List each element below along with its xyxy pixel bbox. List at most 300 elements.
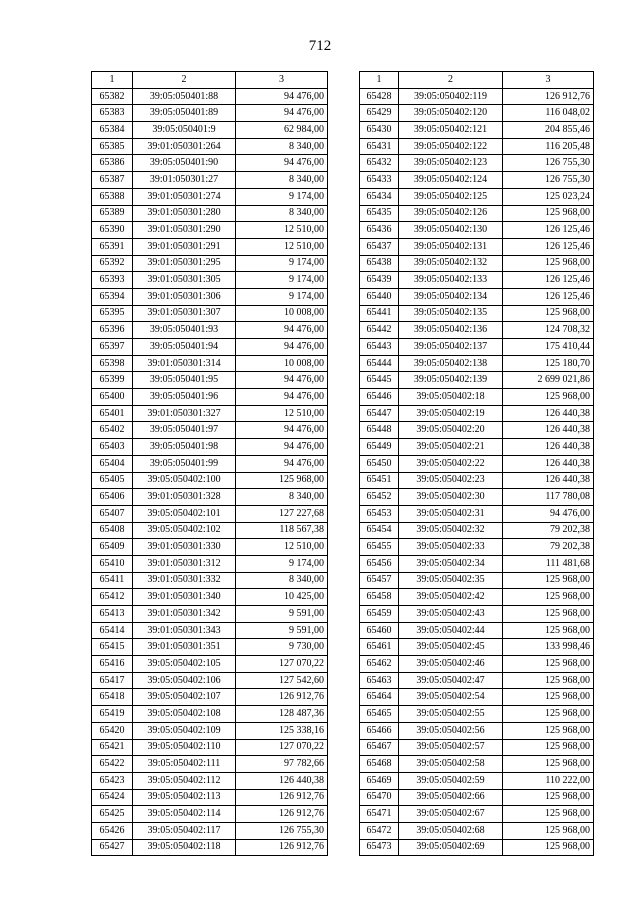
cadastral-number-cell: 39:05:050402:123 — [399, 155, 503, 172]
table-row — [360, 439, 594, 456]
row-number-cell: 65432 — [360, 155, 399, 172]
table-row — [360, 422, 594, 439]
table-left — [91, 71, 328, 856]
table-row — [360, 606, 594, 623]
row-number-cell: 65421 — [92, 739, 133, 756]
cadastral-number-cell: 39:05:050402:102 — [133, 522, 236, 539]
cadastral-number-cell: 39:01:050301:312 — [133, 555, 236, 572]
header-col-3: 3 — [503, 72, 594, 89]
value-cell: 126 912,76 — [236, 806, 328, 823]
value-cell: 126 912,76 — [236, 839, 328, 856]
table-row — [92, 722, 328, 739]
table-row — [360, 288, 594, 305]
row-number-cell: 65470 — [360, 789, 399, 806]
row-number-cell: 65468 — [360, 756, 399, 773]
value-cell: 12 510,00 — [236, 222, 328, 239]
value-cell: 125 968,00 — [503, 722, 594, 739]
cadastral-number-cell: 39:01:050301:340 — [133, 589, 236, 606]
value-cell: 8 340,00 — [236, 572, 328, 589]
row-number-cell: 65402 — [92, 422, 133, 439]
cadastral-number-cell: 39:05:050402:19 — [399, 405, 503, 422]
cadastral-number-cell: 39:05:050402:54 — [399, 689, 503, 706]
cadastral-number-cell: 39:05:050402:126 — [399, 205, 503, 222]
value-cell: 126 912,76 — [236, 789, 328, 806]
table-row — [360, 305, 594, 322]
table-row — [92, 105, 328, 122]
cadastral-number-cell: 39:05:050402:118 — [133, 839, 236, 856]
value-cell: 94 476,00 — [236, 422, 328, 439]
cadastral-number-cell: 39:05:050402:69 — [399, 839, 503, 856]
value-cell: 125 968,00 — [236, 472, 328, 489]
cadastral-number-cell: 39:01:050301:280 — [133, 205, 236, 222]
cadastral-number-cell: 39:01:050301:343 — [133, 622, 236, 639]
value-cell: 125 968,00 — [503, 822, 594, 839]
table-row — [92, 339, 328, 356]
table-body-left — [92, 88, 328, 856]
value-cell: 125 968,00 — [503, 672, 594, 689]
row-number-cell: 65438 — [360, 255, 399, 272]
value-cell: 128 487,36 — [236, 706, 328, 723]
cadastral-number-cell: 39:05:050401:99 — [133, 455, 236, 472]
table-row — [92, 672, 328, 689]
cadastral-number-cell: 39:05:050402:134 — [399, 288, 503, 305]
value-cell: 9 174,00 — [236, 288, 328, 305]
value-cell: 94 476,00 — [236, 372, 328, 389]
table-row — [360, 522, 594, 539]
header-col-2: 2 — [133, 72, 236, 89]
row-number-cell: 65446 — [360, 389, 399, 406]
value-cell: 116 048,02 — [503, 105, 594, 122]
value-cell: 9 174,00 — [236, 555, 328, 572]
value-cell: 9 591,00 — [236, 622, 328, 639]
table-row — [360, 222, 594, 239]
cadastral-number-cell: 39:05:050402:20 — [399, 422, 503, 439]
row-number-cell: 65464 — [360, 689, 399, 706]
cadastral-number-cell: 39:05:050402:109 — [133, 722, 236, 739]
header-row — [360, 72, 594, 89]
table-row — [360, 172, 594, 189]
table-row — [92, 222, 328, 239]
value-cell: 94 476,00 — [236, 322, 328, 339]
row-number-cell: 65393 — [92, 272, 133, 289]
row-number-cell: 65433 — [360, 172, 399, 189]
table-row — [360, 822, 594, 839]
value-cell: 9 174,00 — [236, 272, 328, 289]
row-number-cell: 65462 — [360, 656, 399, 673]
cadastral-number-cell: 39:05:050402:59 — [399, 772, 503, 789]
table-row — [360, 806, 594, 823]
cadastral-number-cell: 39:05:050401:98 — [133, 439, 236, 456]
row-number-cell: 65395 — [92, 305, 133, 322]
value-cell: 204 855,46 — [503, 122, 594, 139]
row-number-cell: 65448 — [360, 422, 399, 439]
cadastral-number-cell: 39:05:050402:32 — [399, 522, 503, 539]
cadastral-number-cell: 39:01:050301:27 — [133, 172, 236, 189]
cadastral-number-cell: 39:05:050402:45 — [399, 639, 503, 656]
row-number-cell: 65454 — [360, 522, 399, 539]
cadastral-number-cell: 39:05:050402:33 — [399, 539, 503, 556]
value-cell: 125 968,00 — [503, 589, 594, 606]
cadastral-number-cell: 39:05:050402:130 — [399, 222, 503, 239]
cadastral-number-cell: 39:01:050301:327 — [133, 405, 236, 422]
value-cell: 117 780,08 — [503, 489, 594, 506]
value-cell: 126 912,76 — [236, 689, 328, 706]
cadastral-number-cell: 39:05:050402:139 — [399, 372, 503, 389]
row-number-cell: 65453 — [360, 505, 399, 522]
row-number-cell: 65420 — [92, 722, 133, 739]
value-cell: 125 968,00 — [503, 622, 594, 639]
row-number-cell: 65407 — [92, 505, 133, 522]
table-row — [360, 472, 594, 489]
table-row — [92, 138, 328, 155]
value-cell: 126 125,46 — [503, 222, 594, 239]
value-cell: 126 125,46 — [503, 272, 594, 289]
cadastral-number-cell: 39:01:050301:332 — [133, 572, 236, 589]
value-cell: 125 968,00 — [503, 689, 594, 706]
cadastral-number-cell: 39:05:050402:22 — [399, 455, 503, 472]
cadastral-number-cell: 39:01:050301:290 — [133, 222, 236, 239]
cadastral-number-cell: 39:05:050402:112 — [133, 772, 236, 789]
value-cell: 8 340,00 — [236, 172, 328, 189]
value-cell: 126 755,30 — [503, 172, 594, 189]
row-number-cell: 65459 — [360, 606, 399, 623]
row-number-cell: 65386 — [92, 155, 133, 172]
cadastral-number-cell: 39:05:050401:89 — [133, 105, 236, 122]
row-number-cell: 65425 — [92, 806, 133, 823]
row-number-cell: 65427 — [92, 839, 133, 856]
table-row — [92, 238, 328, 255]
row-number-cell: 65465 — [360, 706, 399, 723]
table-row — [360, 672, 594, 689]
table-row — [360, 122, 594, 139]
cadastral-number-cell: 39:05:050402:107 — [133, 689, 236, 706]
row-number-cell: 65436 — [360, 222, 399, 239]
value-cell: 94 476,00 — [236, 455, 328, 472]
cadastral-number-cell: 39:05:050402:18 — [399, 389, 503, 406]
value-cell: 9 730,00 — [236, 639, 328, 656]
row-number-cell: 65467 — [360, 739, 399, 756]
value-cell: 110 222,00 — [503, 772, 594, 789]
value-cell: 94 476,00 — [236, 88, 328, 105]
value-cell: 125 338,16 — [236, 722, 328, 739]
table-row — [92, 572, 328, 589]
row-number-cell: 65396 — [92, 322, 133, 339]
table-right — [359, 71, 594, 856]
row-number-cell: 65472 — [360, 822, 399, 839]
table-row — [360, 389, 594, 406]
value-cell: 9 174,00 — [236, 255, 328, 272]
table-row — [360, 272, 594, 289]
cadastral-number-cell: 39:05:050402:30 — [399, 489, 503, 506]
row-number-cell: 65450 — [360, 455, 399, 472]
table-row — [92, 122, 328, 139]
row-number-cell: 65397 — [92, 339, 133, 356]
table-row — [360, 722, 594, 739]
value-cell: 111 481,68 — [503, 555, 594, 572]
row-number-cell: 65429 — [360, 105, 399, 122]
value-cell: 127 070,22 — [236, 656, 328, 673]
table-row — [360, 372, 594, 389]
value-cell: 175 410,44 — [503, 339, 594, 356]
cadastral-number-cell: 39:05:050402:46 — [399, 656, 503, 673]
value-cell: 126 440,38 — [236, 772, 328, 789]
value-cell: 94 476,00 — [236, 105, 328, 122]
table-row — [360, 205, 594, 222]
value-cell: 94 476,00 — [236, 389, 328, 406]
cadastral-number-cell: 39:01:050301:295 — [133, 255, 236, 272]
value-cell: 125 968,00 — [503, 789, 594, 806]
value-cell: 126 125,46 — [503, 238, 594, 255]
value-cell: 8 340,00 — [236, 489, 328, 506]
table-row — [92, 739, 328, 756]
table-row — [92, 555, 328, 572]
row-number-cell: 65444 — [360, 355, 399, 372]
row-number-cell: 65451 — [360, 472, 399, 489]
header-col-3: 3 — [236, 72, 328, 89]
value-cell: 125 968,00 — [503, 739, 594, 756]
cadastral-number-cell: 39:01:050301:307 — [133, 305, 236, 322]
page-number: 712 — [308, 38, 332, 54]
row-number-cell: 65411 — [92, 572, 133, 589]
table-row — [360, 589, 594, 606]
table-row — [92, 772, 328, 789]
table-row — [360, 622, 594, 639]
table-row — [92, 539, 328, 556]
row-number-cell: 65408 — [92, 522, 133, 539]
row-number-cell: 65452 — [360, 489, 399, 506]
table-row — [360, 339, 594, 356]
value-cell: 125 968,00 — [503, 606, 594, 623]
cadastral-number-cell: 39:01:050301:306 — [133, 288, 236, 305]
value-cell: 62 984,00 — [236, 122, 328, 139]
row-number-cell: 65431 — [360, 138, 399, 155]
table-row — [360, 322, 594, 339]
cadastral-number-cell: 39:05:050401:95 — [133, 372, 236, 389]
cadastral-number-cell: 39:05:050402:21 — [399, 439, 503, 456]
table-row — [360, 689, 594, 706]
cadastral-number-cell: 39:05:050402:44 — [399, 622, 503, 639]
value-cell: 125 968,00 — [503, 205, 594, 222]
cadastral-number-cell: 39:05:050402:55 — [399, 706, 503, 723]
cadastral-number-cell: 39:05:050402:122 — [399, 138, 503, 155]
cadastral-number-cell: 39:05:050402:42 — [399, 589, 503, 606]
row-number-cell: 65422 — [92, 756, 133, 773]
table-row — [360, 739, 594, 756]
value-cell: 10 008,00 — [236, 355, 328, 372]
table-row — [360, 656, 594, 673]
table-row — [92, 205, 328, 222]
cadastral-number-cell: 39:05:050402:136 — [399, 322, 503, 339]
row-number-cell: 65391 — [92, 238, 133, 255]
cadastral-number-cell: 39:05:050402:114 — [133, 806, 236, 823]
value-cell: 133 998,46 — [503, 639, 594, 656]
value-cell: 126 440,38 — [503, 472, 594, 489]
row-number-cell: 65471 — [360, 806, 399, 823]
row-number-cell: 65463 — [360, 672, 399, 689]
value-cell: 118 567,38 — [236, 522, 328, 539]
cadastral-number-cell: 39:01:050301:274 — [133, 188, 236, 205]
value-cell: 124 708,32 — [503, 322, 594, 339]
cadastral-number-cell: 39:01:050301:264 — [133, 138, 236, 155]
row-number-cell: 65405 — [92, 472, 133, 489]
cadastral-number-cell: 39:05:050402:120 — [399, 105, 503, 122]
cadastral-number-cell: 39:01:050301:330 — [133, 539, 236, 556]
row-number-cell: 65415 — [92, 639, 133, 656]
cadastral-number-cell: 39:05:050402:35 — [399, 572, 503, 589]
row-number-cell: 65389 — [92, 205, 133, 222]
value-cell: 125 968,00 — [503, 706, 594, 723]
cadastral-number-cell: 39:05:050402:137 — [399, 339, 503, 356]
row-number-cell: 65439 — [360, 272, 399, 289]
value-cell: 125 968,00 — [503, 389, 594, 406]
cadastral-number-cell: 39:05:050402:108 — [133, 706, 236, 723]
cadastral-number-cell: 39:05:050402:31 — [399, 505, 503, 522]
row-number-cell: 65412 — [92, 589, 133, 606]
table-row — [360, 88, 594, 105]
value-cell: 2 699 021,86 — [503, 372, 594, 389]
table-row — [92, 606, 328, 623]
value-cell: 9 174,00 — [236, 188, 328, 205]
table-row — [92, 272, 328, 289]
value-cell: 8 340,00 — [236, 138, 328, 155]
cadastral-number-cell: 39:05:050402:43 — [399, 606, 503, 623]
table-row — [360, 238, 594, 255]
row-number-cell: 65461 — [360, 639, 399, 656]
cadastral-number-cell: 39:05:050402:124 — [399, 172, 503, 189]
value-cell: 126 440,38 — [503, 439, 594, 456]
table-row — [92, 88, 328, 105]
table-row — [360, 455, 594, 472]
value-cell: 125 968,00 — [503, 305, 594, 322]
row-number-cell: 65409 — [92, 539, 133, 556]
row-number-cell: 65424 — [92, 789, 133, 806]
cadastral-number-cell: 39:05:050401:96 — [133, 389, 236, 406]
row-number-cell: 65449 — [360, 439, 399, 456]
table-row — [92, 389, 328, 406]
cadastral-number-cell: 39:05:050402:113 — [133, 789, 236, 806]
table-row — [92, 439, 328, 456]
header-col-1: 1 — [360, 72, 399, 89]
cadastral-number-cell: 39:01:050301:305 — [133, 272, 236, 289]
table-row — [360, 756, 594, 773]
value-cell: 12 510,00 — [236, 539, 328, 556]
table-row — [92, 288, 328, 305]
cadastral-number-cell: 39:05:050402:47 — [399, 672, 503, 689]
row-number-cell: 65413 — [92, 606, 133, 623]
table-row — [92, 455, 328, 472]
value-cell: 126 440,38 — [503, 405, 594, 422]
row-number-cell: 65416 — [92, 656, 133, 673]
table-row — [92, 589, 328, 606]
row-number-cell: 65410 — [92, 555, 133, 572]
row-number-cell: 65388 — [92, 188, 133, 205]
cadastral-number-cell: 39:05:050401:94 — [133, 339, 236, 356]
value-cell: 125 023,24 — [503, 188, 594, 205]
table-row — [360, 188, 594, 205]
header-col-2: 2 — [399, 72, 503, 89]
row-number-cell: 65423 — [92, 772, 133, 789]
cadastral-number-cell: 39:05:050402:68 — [399, 822, 503, 839]
value-cell: 94 476,00 — [236, 155, 328, 172]
cadastral-number-cell: 39:05:050402:135 — [399, 305, 503, 322]
cadastral-number-cell: 39:05:050401:88 — [133, 88, 236, 105]
table-row — [360, 772, 594, 789]
cadastral-number-cell: 39:05:050402:138 — [399, 355, 503, 372]
row-number-cell: 65428 — [360, 88, 399, 105]
table-row — [360, 639, 594, 656]
cadastral-number-cell: 39:01:050301:342 — [133, 606, 236, 623]
value-cell: 12 510,00 — [236, 405, 328, 422]
row-number-cell: 65390 — [92, 222, 133, 239]
cadastral-number-cell: 39:05:050402:111 — [133, 756, 236, 773]
row-number-cell: 65441 — [360, 305, 399, 322]
table-row — [360, 255, 594, 272]
table-row — [92, 155, 328, 172]
table-row — [92, 255, 328, 272]
table-row — [92, 639, 328, 656]
value-cell: 8 340,00 — [236, 205, 328, 222]
row-number-cell: 65398 — [92, 355, 133, 372]
cadastral-number-cell: 39:05:050402:67 — [399, 806, 503, 823]
value-cell: 79 202,38 — [503, 522, 594, 539]
value-cell: 125 968,00 — [503, 255, 594, 272]
row-number-cell: 65466 — [360, 722, 399, 739]
table-row — [360, 505, 594, 522]
value-cell: 79 202,38 — [503, 539, 594, 556]
value-cell: 126 755,30 — [236, 822, 328, 839]
table-row — [92, 839, 328, 856]
row-number-cell: 65417 — [92, 672, 133, 689]
cadastral-number-cell: 39:05:050402:56 — [399, 722, 503, 739]
table-row — [92, 472, 328, 489]
header-col-1: 1 — [92, 72, 133, 89]
row-number-cell: 65418 — [92, 689, 133, 706]
value-cell: 125 968,00 — [503, 756, 594, 773]
row-number-cell: 65404 — [92, 455, 133, 472]
row-number-cell: 65440 — [360, 288, 399, 305]
table-row — [360, 489, 594, 506]
row-number-cell: 65473 — [360, 839, 399, 856]
value-cell: 125 968,00 — [503, 806, 594, 823]
value-cell: 94 476,00 — [236, 439, 328, 456]
row-number-cell: 65382 — [92, 88, 133, 105]
value-cell: 125 968,00 — [503, 839, 594, 856]
table-row — [92, 355, 328, 372]
table-row — [92, 172, 328, 189]
row-number-cell: 65437 — [360, 238, 399, 255]
value-cell: 97 782,66 — [236, 756, 328, 773]
cadastral-number-cell: 39:05:050401:93 — [133, 322, 236, 339]
table-row — [360, 839, 594, 856]
table-row — [360, 138, 594, 155]
cadastral-number-cell: 39:01:050301:291 — [133, 238, 236, 255]
cadastral-number-cell: 39:05:050402:106 — [133, 672, 236, 689]
row-number-cell: 65457 — [360, 572, 399, 589]
table-row — [92, 505, 328, 522]
cadastral-number-cell: 39:05:050401:97 — [133, 422, 236, 439]
cadastral-number-cell: 39:05:050402:58 — [399, 756, 503, 773]
row-number-cell: 65414 — [92, 622, 133, 639]
value-cell: 127 227,68 — [236, 505, 328, 522]
row-number-cell: 65430 — [360, 122, 399, 139]
header-row — [92, 72, 328, 89]
table-row — [360, 405, 594, 422]
table-row — [92, 322, 328, 339]
row-number-cell: 65455 — [360, 539, 399, 556]
table-row — [92, 656, 328, 673]
cadastral-number-cell: 39:05:050402:131 — [399, 238, 503, 255]
row-number-cell: 65383 — [92, 105, 133, 122]
